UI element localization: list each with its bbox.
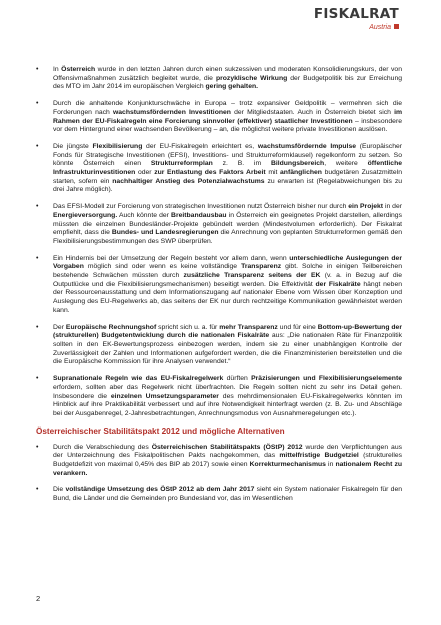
bold-text: zur Entlastung des Faktors Arbeit — [154, 169, 266, 177]
list-item — [36, 255, 402, 316]
text-run: hängt neben der Ressourcenausstattung und dem Informationszugang auf nationaler Ebene vom Wissen über Konzeption und Auslegung des EU-Regelwerks ab, das seitens der EK nur durch rechtzeitige Kommunikation gewährleistet werden kann. — [53, 280, 403, 314]
text-run: mit — [265, 169, 281, 177]
text-run: z. B. im — [212, 160, 271, 168]
bullet-icon: • — [36, 203, 39, 211]
bold-text: im Rahmen der EU-Fiskalregeln eine Forcierung sinnvoller (effektiver) staatlicher Investitionen — [53, 108, 402, 125]
bullet-icon: • — [36, 486, 39, 494]
text-run: die Anrechnung von geplanten Strukturreformen gemäß den Flexibilisierungsbestimmungen des SWP überprüfen. — [53, 229, 402, 245]
bold-text: nachhaltiger Anstieg des Potenzialwachstums — [112, 177, 265, 185]
bullet-icon: • — [36, 142, 39, 150]
logo-text: FISKALRAT — [313, 6, 399, 22]
text-run: der Budgetpolitik bis zur Erreichung des MTO im Jahr 2014 im europäischen Vergleich — [53, 74, 403, 91]
bold-text: vollständige Umsetzung des ÖStP 2012 ab dem Jahr 2017 — [65, 486, 255, 494]
list-item — [36, 66, 402, 92]
text-run: (Europäischer Fonds für Strategische Investitionen (EFSI), Investitions- und Strukturreformklausel) regelkonform zu setzen. So könnte Österreich einen — [53, 142, 403, 168]
logo-subtext: Austria — [369, 24, 391, 31]
paragraph-text — [53, 66, 402, 90]
bullet-icon: • — [36, 66, 39, 73]
text-run: – insbesondere vor dem Hintergrund einer wachsenden Bevölkerung – an, die möglichst weitere private Investitionen auslösen. — [53, 117, 402, 134]
text-run: oder — [135, 169, 155, 177]
list-item — [36, 203, 402, 247]
bold-text: prozyklische Wirkung — [215, 74, 288, 82]
text-run: und für eine — [277, 323, 318, 331]
text-run: in der — [383, 203, 402, 211]
bold-text: Energieversorgung. — [53, 211, 118, 219]
bullet-list-top — [36, 66, 402, 419]
text-run: Auch könnte der — [117, 211, 172, 219]
bold-text: wachstumsfördernde Impulse — [257, 142, 357, 150]
bold-text: Österreich — [61, 66, 96, 73]
paragraph-text — [53, 255, 402, 314]
bold-text: einzelnen Umsetzungsparameter — [110, 392, 219, 400]
paragraph-text — [53, 324, 402, 366]
text-run: Ein Hindernis bei der Umsetzung der Regeln besteht vor allem dann, wenn — [53, 254, 290, 262]
bold-text: Korrekturmechanismus — [249, 461, 326, 469]
bullet-icon: • — [36, 100, 39, 108]
paragraph-text — [53, 375, 402, 417]
list-item — [36, 100, 402, 135]
bold-text: Präzisierungen und Flexibilisierungselemente — [251, 375, 402, 383]
text-run: wurde den Verpflichtungen aus der Unterzeichnung des Fiskalpolitischen Pakts nachgekommen, das — [53, 443, 403, 460]
text-run: möglich sind oder wenn es keine vollständige — [83, 263, 242, 271]
bold-text: öffentliche Infrastrukturinvestitionen — [53, 160, 403, 177]
text-run: Die — [53, 486, 66, 494]
text-run: Das EFSI-Modell zur Forcierung von strategischen Investitionen nutzt Österreich bisher nur durch — [53, 203, 349, 211]
list-item — [36, 324, 402, 368]
text-run: , weitere — [324, 160, 368, 168]
bold-text: Österreichischen Stabilitätspakts (ÖStP) 2012 — [151, 443, 303, 451]
bullet-icon: • — [36, 323, 39, 331]
section-heading: Österreichischer Stabilitätspakt 2012 und mögliche Alternativen — [36, 426, 285, 436]
bold-text: nationalem Recht zu verankern. — [53, 461, 402, 477]
bold-text: mittelfristige Budgetziel — [279, 452, 359, 460]
bold-text: Bottom-up-Bewertung der (strukturellen) Budgetentwicklung durch die nationalen Fiskalräte — [53, 323, 402, 340]
bold-text: unterschiedliche Auslegungen der Vorgaben — [53, 254, 402, 271]
bullet-icon: • — [36, 375, 39, 383]
paragraph-text — [53, 444, 402, 477]
text-run: sieht ein System nationaler Fiskalregeln für den Bund, die Länder und die Gemeinden pro Bundesland vor, das im Wesentlichen — [53, 486, 402, 503]
bullet-icon: • — [36, 254, 39, 262]
page-content — [36, 66, 402, 512]
bold-text: gering gehalten. — [205, 83, 259, 91]
logo-square-icon — [394, 24, 399, 29]
text-run: Durch die anhaltende Konjunkturschwäche in Europa – trotz expansiver Geldpolitik – vermehren sich die Forderungen nach — [53, 100, 402, 116]
bold-text: Europäische Rechnungshof — [65, 323, 157, 331]
bold-text: mehr Transparenz — [219, 323, 278, 331]
bold-text: der Fiskalräte — [315, 280, 361, 288]
text-run: gibt. Solche in einigen Teilbereichen bestehende Schwächen müssten durch — [53, 263, 402, 280]
list-item — [36, 143, 402, 195]
bullet-icon: • — [36, 443, 39, 451]
text-run: zu erwarten ist (Regelabweichungen bis zu drei Jahre möglich). — [53, 177, 403, 194]
list-item — [36, 444, 402, 479]
paragraph-text — [53, 203, 402, 245]
text-run: (v. a. in Bezug auf die Outputlücke und die Flexibilisierungsmechanismen) beseitigt werden. Die Effektivität — [53, 272, 402, 288]
bold-text: Bildungsbereich — [270, 160, 325, 168]
bold-text: ein Projekt — [348, 203, 384, 211]
page-number: 2 — [36, 594, 41, 603]
text-run: des mehrdimensionalen EU-Fiskalregelwerks könnten im Hinblick auf ihre Praktikabilität verbessert und auf ihre Notwendigkeit hinterfragt werden (z. B. Zu- und Abschläge bei der Ausgabenregel, 2-Jahresbetrachtungen, Anrechnungsmodus von Ausnahmeregelungen etc.). — [53, 392, 402, 417]
text-run: Der — [53, 323, 66, 331]
text-run: (strukturelles Budgetdefizit von maximal 0,45% des BIP ab 2017) sowie einen — [53, 452, 403, 469]
text-run: wurde in den letzten Jahren durch einen sukzessiven und moderaten Konsolidierungskurs, der von Offensivmaßnahmen zusätzlich begleitet wurde, die — [53, 66, 402, 82]
bold-text: wachstumsfördernden Investitionen — [112, 108, 231, 116]
text-run: spricht sich u. a. für — [156, 323, 220, 331]
list-item — [36, 375, 402, 419]
text-run: der Mitgliedstaaten. Auch in Österreich bietet sich — [230, 108, 395, 116]
bold-text: Breitbandausbau — [171, 211, 227, 219]
text-run: Durch die Verabschiedung des — [53, 443, 152, 451]
bold-text: Supranationale Regeln wie das EU-Fiskalregelwerk — [53, 375, 224, 383]
text-run: Die jüngste — [53, 142, 93, 150]
list-item — [36, 486, 402, 503]
bold-text: Transparenz — [241, 263, 282, 271]
text-run: in Österreich ein geeignetes Projekt darstellen, allerdings müssten die einzelnen Bundesländer-Projekte gebündelt werden (Mindestvolumen erforderlich). Der Fiskalrat empfiehlt, dass die — [53, 211, 402, 237]
fiskalrat-logo — [314, 7, 399, 32]
bold-text: Flexibilisierung — [92, 142, 143, 150]
paragraph-text — [53, 486, 402, 502]
text-run: budgetären Zusatzmitteln starten, sofern ein — [53, 169, 403, 185]
bullet-list-bottom — [36, 444, 402, 504]
text-run: erfordern, sollten aber das Regelwerk nicht überfrachten. Die Regeln sollten nicht zu sehr ins Detail gehen. Insbesondere die — [53, 383, 402, 400]
bold-text: zusätzliche Transparenz seitens der EK — [183, 272, 321, 280]
text-run: der EU-Fiskalregeln erleichtert es, — [142, 142, 258, 150]
paragraph-text — [53, 143, 402, 194]
text-run: dürften — [223, 375, 252, 383]
paragraph-text — [53, 100, 402, 133]
text-run: In — [53, 66, 62, 73]
bold-text: anfänglichen — [280, 169, 322, 177]
bold-text: Bundes- und Landesregierungen — [111, 229, 219, 237]
text-run: in — [325, 461, 336, 469]
bold-text: Strukturreformplan — [150, 160, 213, 168]
text-run: aus: „Die nationalen Räte für Finanzpolitik sollten in den EK-Bewertungsprozess einbezogen werden, indem sie zu einer unabhängigen Kontrolle der Zuverlässigkeit der Zahlen und Informationen aufgefordert werden, die die Finanzministerien bereitstellen und die die Europäische Kommission für ihre Analysen verwendet.“ — [53, 332, 403, 366]
